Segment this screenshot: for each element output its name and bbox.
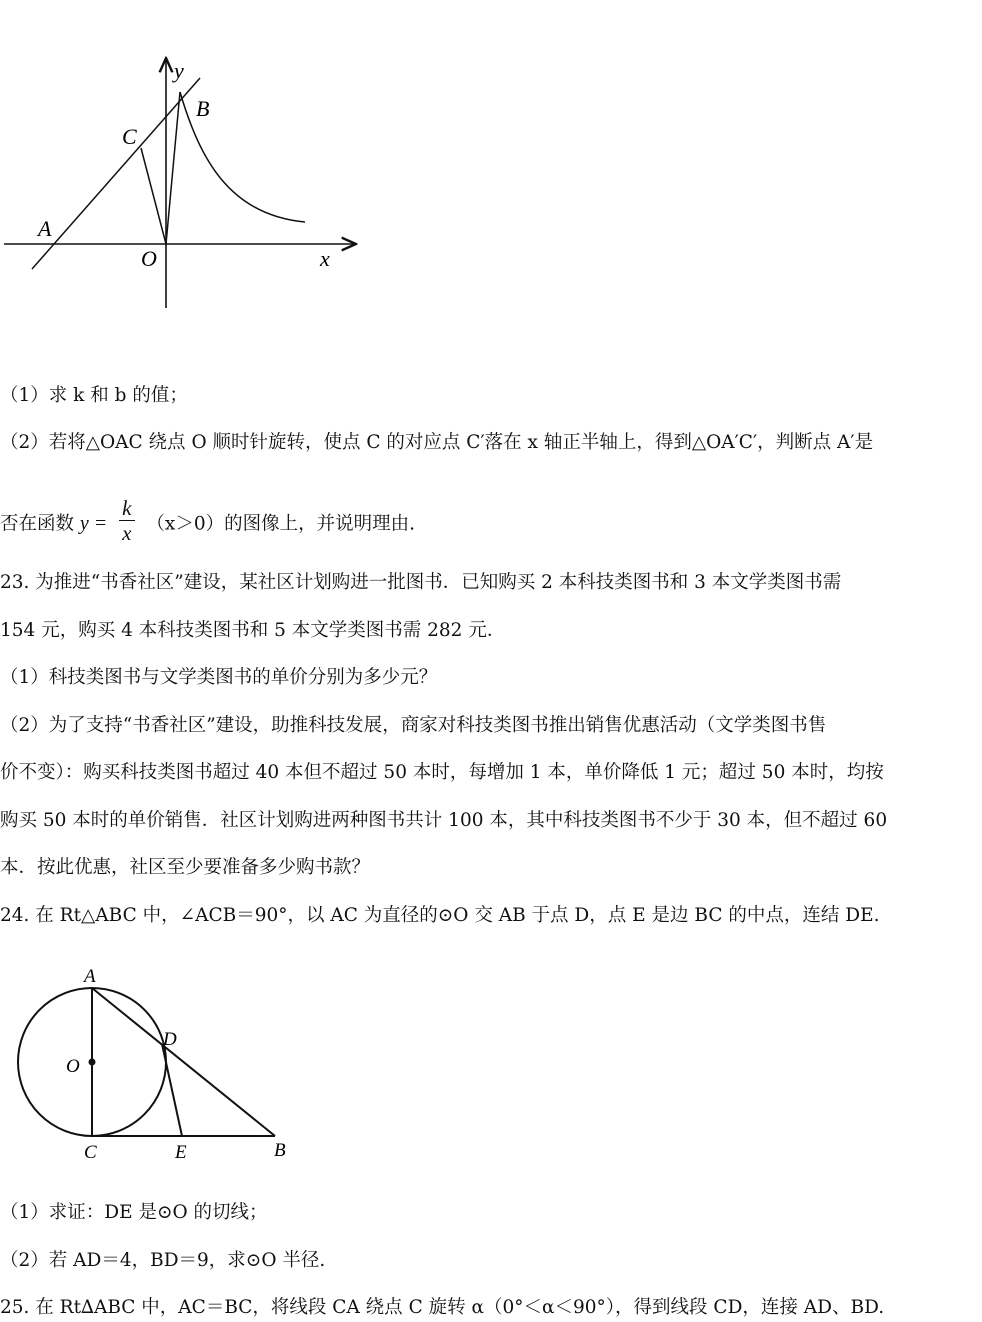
- label-y: y: [174, 58, 184, 83]
- q25-line1: 25. 在 Rt∆ABC 中，AC＝BC，将线段 CA 绕点 C 旋转 α（0°＜α＜90°），得到线段 CD，连接 AD、BD.: [0, 1297, 885, 1318]
- fig2-label-d: D: [163, 1029, 177, 1050]
- q23-line6: 购买 50 本时的单价销售．社区计划购进两种图书共计 100 本，其中科技类图书不少于 30 本，但不超过 60: [0, 810, 888, 831]
- center-point: [89, 1059, 96, 1066]
- fig2-label-b: B: [274, 1140, 286, 1161]
- q23-line2: 154 元，购买 4 本科技类图书和 5 本文学类图书需 282 元．: [0, 620, 506, 641]
- label-b: B: [196, 96, 210, 121]
- q24-part2: （2）若 AD＝4，BD＝9，求⊙O 半径.: [0, 1250, 326, 1271]
- q22-part1: （1）求 k 和 b 的值；: [0, 385, 188, 406]
- fig2-label-a: A: [84, 966, 96, 987]
- q22-part2-line2: [0, 496, 415, 549]
- q23-line7: 本．按此优惠，社区至少要准备多少购书款？: [0, 857, 371, 878]
- label-o: O: [141, 246, 157, 271]
- fraction-numerator: k: [119, 496, 134, 521]
- q22-part2-prefix: 否在函数: [0, 513, 75, 535]
- q23-line3: （1）科技类图书与文学类图书的单价分别为多少元？: [0, 667, 438, 688]
- fig2-label-c: C: [84, 1142, 97, 1163]
- function-graph-figure: [0, 50, 370, 320]
- fig2-label-e: E: [175, 1142, 187, 1163]
- q24-line1: 24. 在 Rt△ABC 中，∠ACB＝90°，以 AC 为直径的⊙O 交 AB 于点 D，点 E 是边 BC 的中点，连结 DE.: [0, 905, 880, 926]
- circle-triangle-figure: [0, 960, 310, 1170]
- q22-part2-suffix: （x＞0）的图像上，并说明理由.: [146, 513, 415, 535]
- line-ab: [32, 78, 200, 269]
- fraction-denominator: x: [122, 521, 132, 545]
- q23-line1: 23. 为推进“书香社区”建设，某社区计划购进一批图书．已知购买 2 本科技类图书和 3 本文学类图书需: [0, 572, 842, 593]
- segment-ab: [92, 988, 275, 1136]
- label-x: x: [320, 246, 330, 271]
- q23-line4: （2）为了支持“书香社区”建设，助推科技发展，商家对科技类图书推出销售优惠活动（文学类图书售: [0, 715, 827, 736]
- function-y: y =: [79, 512, 108, 535]
- label-c: C: [122, 124, 137, 149]
- segment-oc: [141, 148, 166, 244]
- q22-part2-line1: （2）若将△OAC 绕点 O 顺时针旋转，使点 C 的对应点 C′落在 x 轴正半轴上，得到△OA′C′，判断点 A′是: [0, 432, 874, 453]
- q23-line5: 价不变）：购买科技类图书超过 40 本但不超过 50 本时，每增加 1 本，单价降低 1 元；超过 50 本时，均按: [0, 762, 884, 783]
- fig2-label-o: O: [66, 1056, 80, 1077]
- q24-part1: （1）求证：DE 是⊙O 的切线；: [0, 1202, 268, 1223]
- label-a: A: [38, 216, 52, 241]
- fraction-k-over-x: [119, 496, 134, 545]
